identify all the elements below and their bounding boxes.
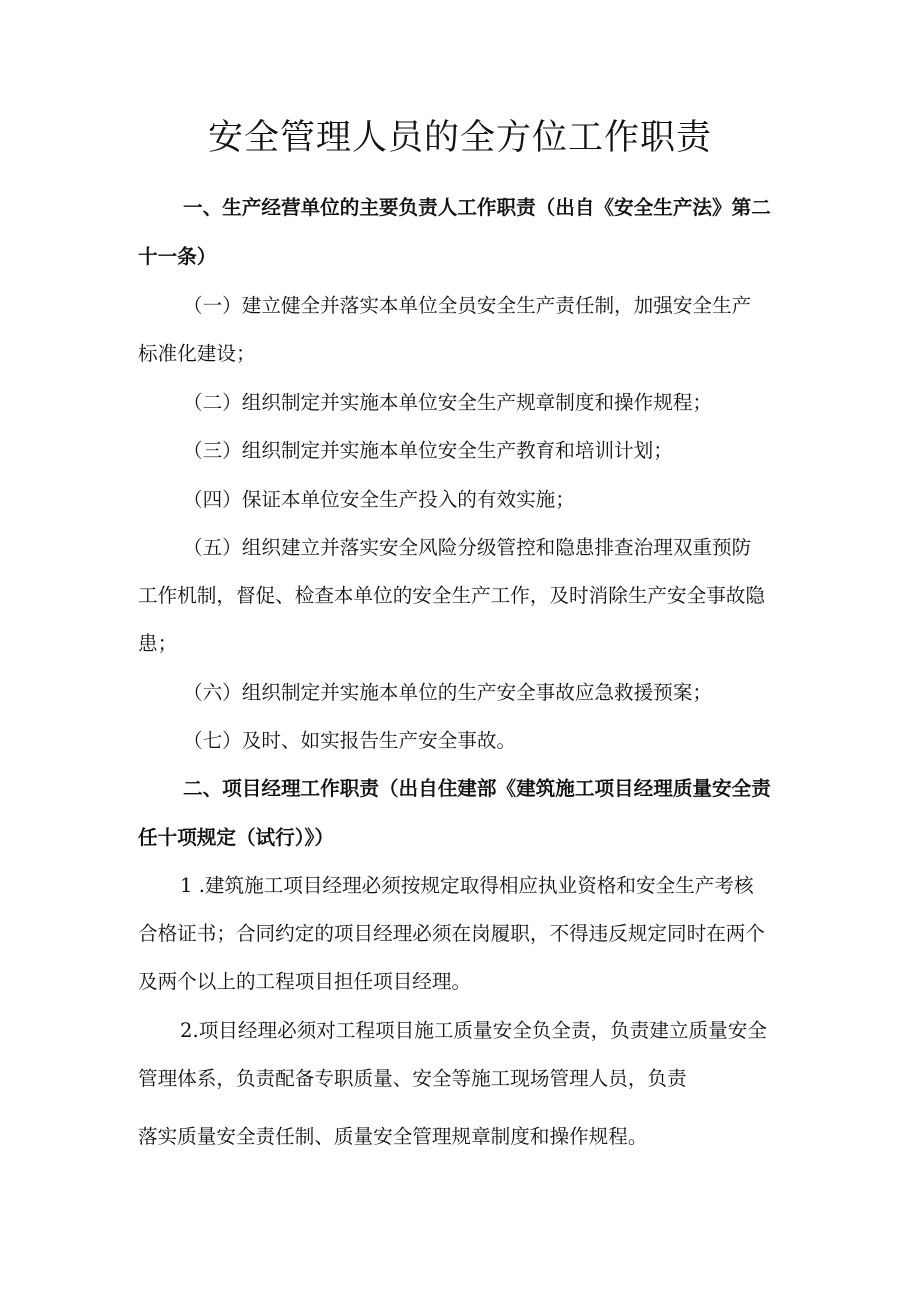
section1-item5-line1: （五）组织建立并落实安全风险分级管控和隐患排查治理双重预防 bbox=[183, 536, 752, 559]
section1-item5-line2: 工作机制，督促、检查本单位的安全生产工作，及时消除生产安全事故隐 bbox=[138, 584, 765, 607]
section2-item1-line1: 1 .建筑施工项目经理必须按规定取得相应执业资格和安全生产考核 bbox=[180, 874, 754, 897]
section2-heading-line2: 任十项规定（试行）》） bbox=[138, 826, 334, 849]
section2-item2-line2: 管理体系，负责配备专职质量、安全等施工现场管理人员，负责 bbox=[138, 1067, 687, 1090]
section1-item3: （三）组织制定并实施本单位安全生产教育和培训计划； bbox=[183, 439, 673, 462]
section2-item2-line3: 落实质量安全责任制、质量安全管理规章制度和操作规程。 bbox=[138, 1125, 648, 1148]
document-title: 安全管理人员的全方位工作职责 bbox=[207, 118, 712, 158]
section1-item2: （二）组织制定并实施本单位安全生产规章制度和操作规程； bbox=[183, 391, 713, 414]
section1-item1-line2: 标准化建设； bbox=[138, 342, 256, 365]
section1-item1-line1: （一）建立健全并落实本单位全员安全生产责任制，加强安全生产 bbox=[183, 294, 752, 317]
section2-item1-line3: 及两个以上的工程项目担任项目经理。 bbox=[138, 970, 472, 993]
section1-heading-line1: 一、生产经营单位的主要负责人工作职责（出自《安全生产法》第二 bbox=[183, 196, 771, 219]
section1-item7: （七）及时、如实报告生产安全事故。 bbox=[183, 729, 517, 752]
section2-item1-line2: 合格证书；合同约定的项目经理必须在岗履职，不得违反规定同时在两个 bbox=[138, 922, 765, 945]
section2-heading-line1: 二、项目经理工作职责（出自住建部《建筑施工项目经理质量安全责 bbox=[183, 777, 771, 800]
section1-item5-line3: 患； bbox=[138, 632, 178, 655]
section1-heading-line2: 十一条） bbox=[138, 245, 217, 268]
section1-item4: （四）保证本单位安全生产投入的有效实施； bbox=[183, 488, 575, 511]
section2-item2-line1: 2.项目经理必须对工程项目施工质量安全负全责，负责建立质量安全 bbox=[180, 1019, 767, 1042]
section1-item6: （六）组织制定并实施本单位的生产安全事故应急救援预案； bbox=[183, 681, 713, 704]
